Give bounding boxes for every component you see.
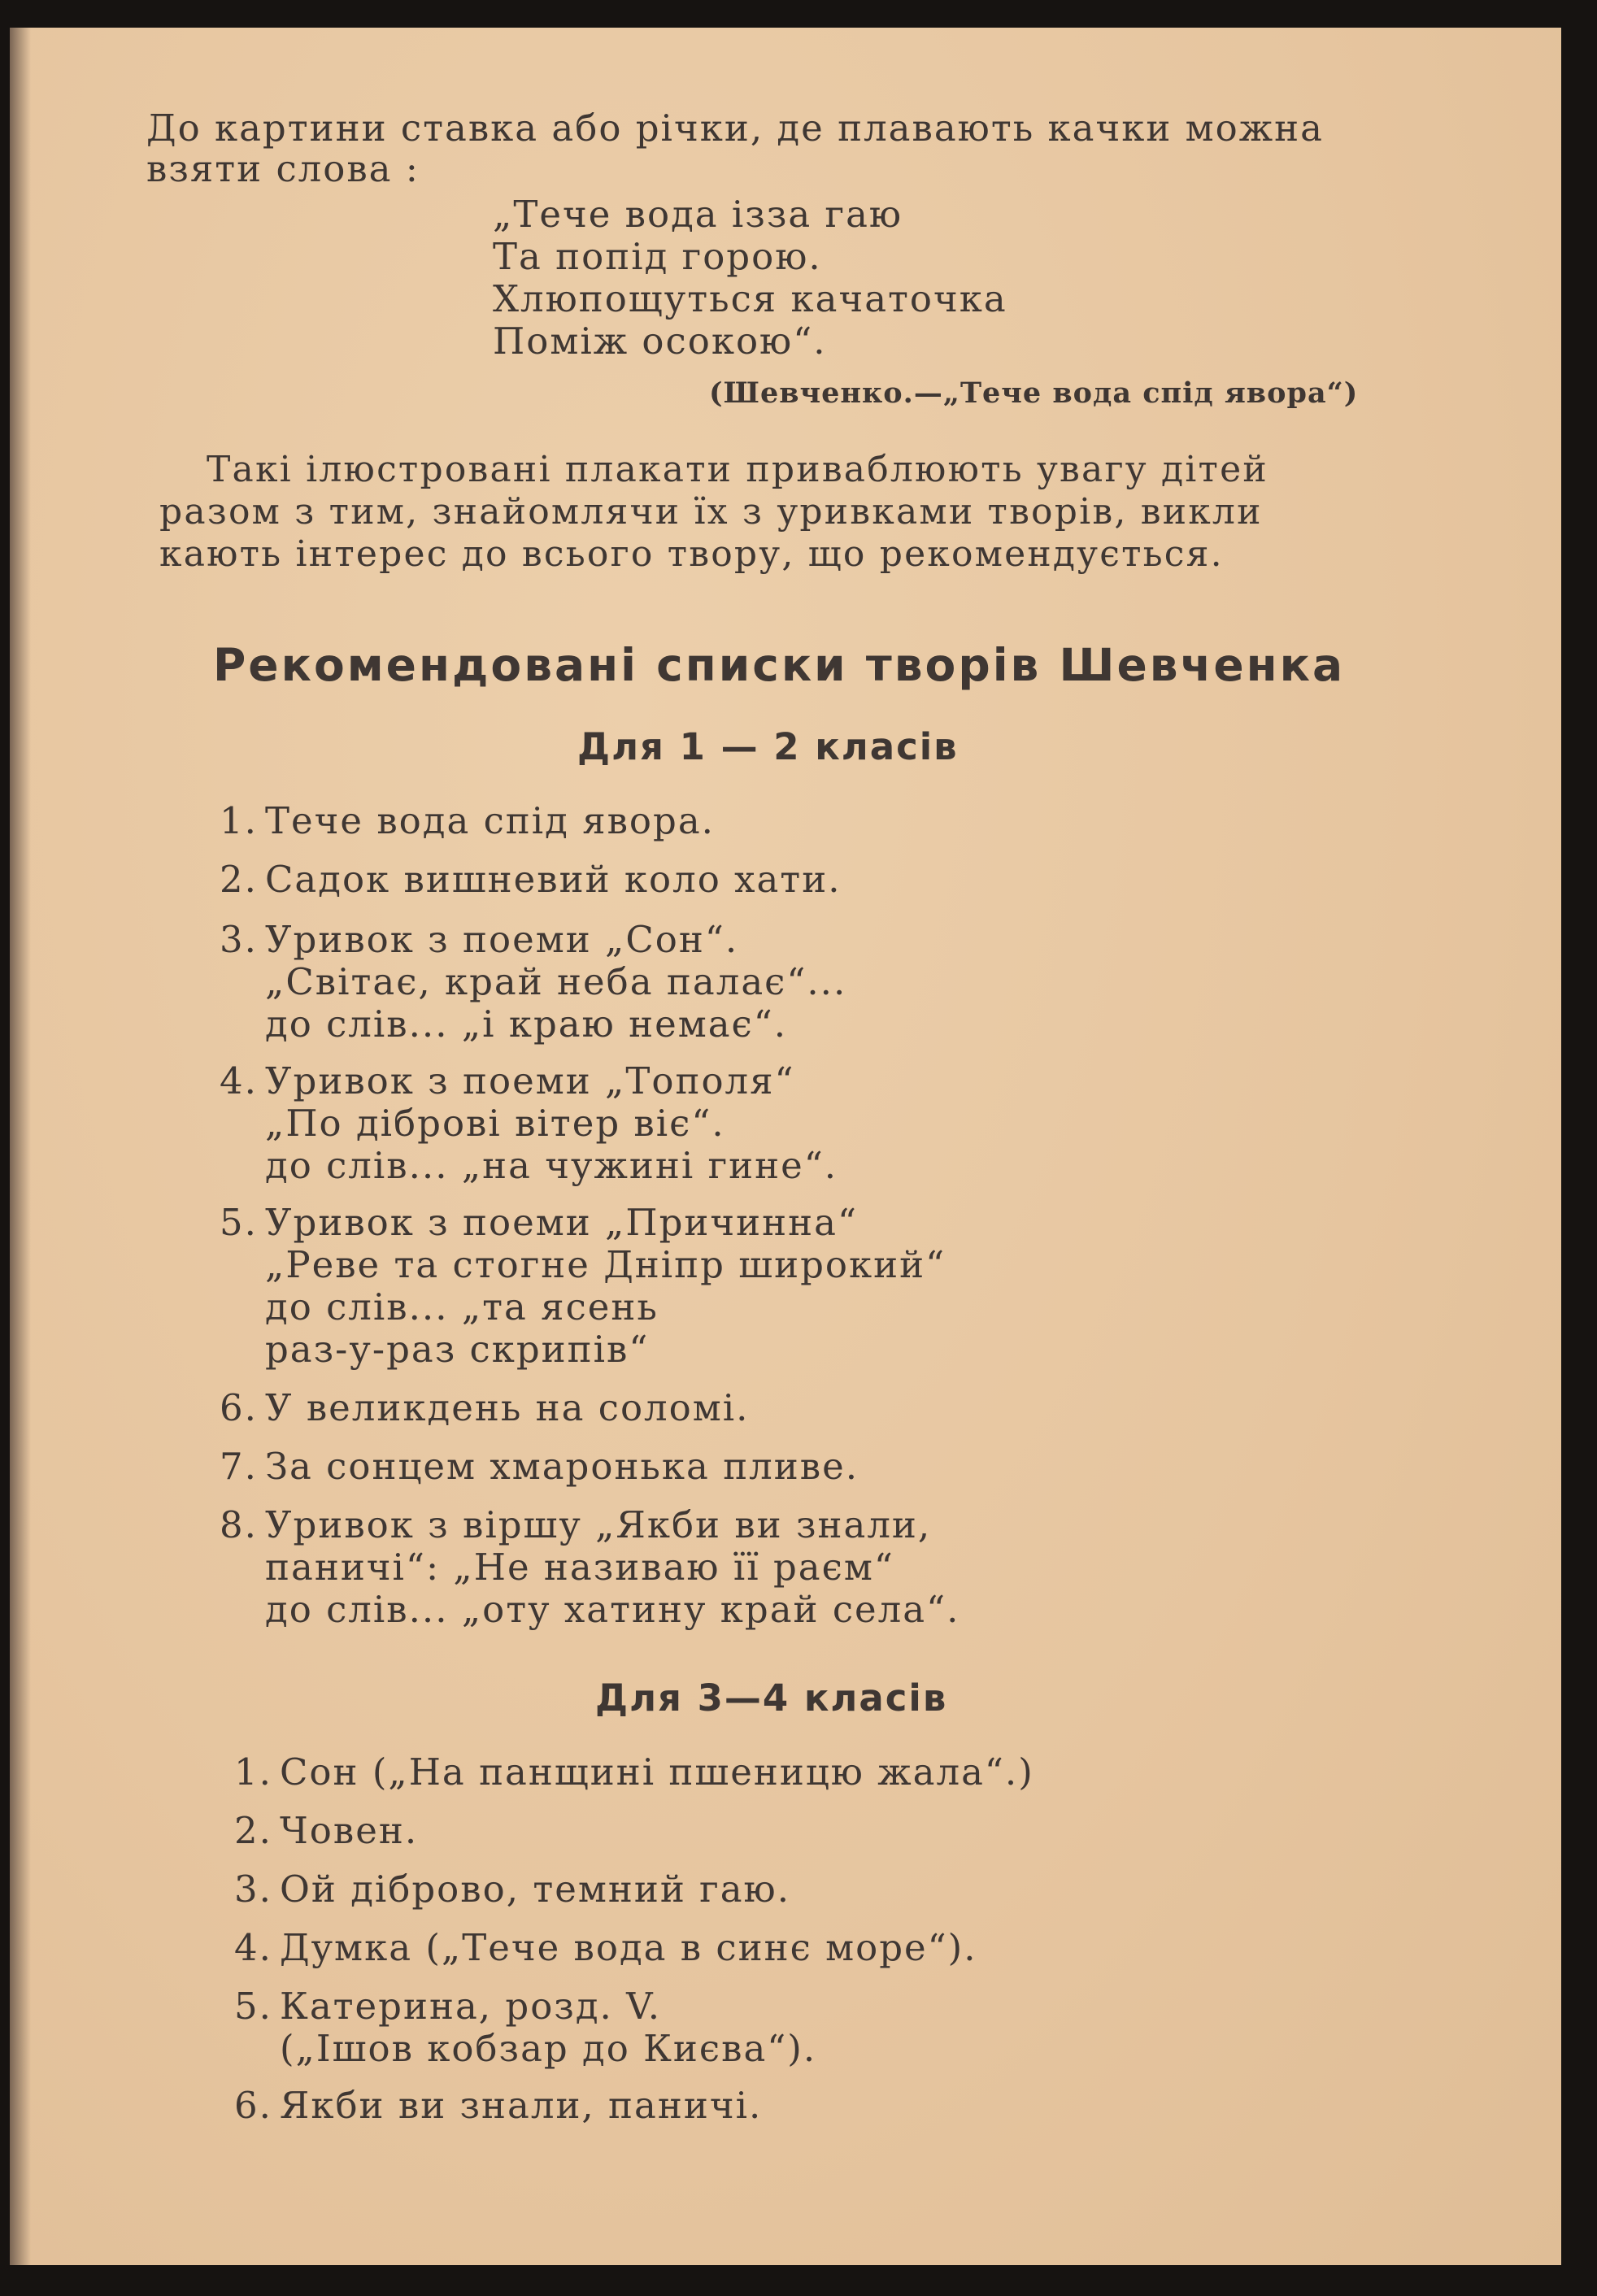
list-item-text: У великдень на соломі. (265, 1386, 750, 1429)
list-item-number: 7. (220, 1445, 258, 1488)
list-item-text: Уривок з поеми „Причинна“ (265, 1201, 858, 1244)
list-item (234, 1868, 790, 1911)
list-item-number: 5. (234, 1985, 272, 2028)
list-item (220, 1504, 960, 1631)
list-item-continuation: до слів... „і краю немає“. (265, 1002, 788, 1046)
list-item (234, 1927, 977, 1969)
list-item-text: Уривок з поеми „Сон“. (265, 918, 739, 961)
list-item-text: Думка („Тече вода в синє море“). (280, 1926, 977, 1969)
poem-source: (Шевченко.—„Тече вода спід явора“) (709, 376, 1359, 410)
list-item-number: 3. (234, 1868, 272, 1911)
poem-line-4: Поміж осокою“. (493, 320, 827, 363)
poem-line-3: Хлюпощуться качаточка (493, 277, 1007, 320)
list-item (220, 1202, 946, 1371)
list-item-continuation: паничі“: „Не називаю її раєм“ (265, 1546, 894, 1589)
list-item (234, 1985, 816, 2070)
list-item-text: Тече вода спід явора. (265, 799, 715, 842)
list-item-continuation: раз-у-раз скрипів“ (265, 1328, 650, 1371)
list-item-number: 1. (234, 1750, 272, 1794)
list-item (234, 1810, 418, 1852)
list-item-number: 8. (220, 1503, 258, 1546)
list-item-number: 4. (220, 1059, 258, 1102)
book-page (10, 28, 1561, 2265)
list-item-text: За сонцем хмаронька пливе. (265, 1445, 859, 1488)
list-item (220, 1387, 749, 1429)
list-item-continuation: „Світає, край неба палає“... (265, 960, 847, 1003)
page-spine-shadow (10, 28, 31, 2265)
list-item-text: Катерина, розд. V. (280, 1985, 662, 2028)
list-item (234, 1751, 1034, 1794)
poem-line-2: Та попід горою. (493, 235, 822, 278)
poem-line-1: „Тече вода ізза гаю (493, 193, 903, 236)
list-item-text: Садок вишневий коло хати. (265, 858, 842, 901)
list-item (220, 1446, 859, 1488)
list-item-continuation: „По діброві вітер віє“. (265, 1102, 725, 1145)
list-item-text: Сон („На панщині пшеницю жала“.) (280, 1750, 1034, 1794)
list-item-number: 1. (220, 799, 258, 842)
list-item-continuation: до слів... „оту хатину край села“. (265, 1588, 960, 1631)
list-item-number: 2. (234, 1809, 272, 1852)
list-item-continuation: до слів... „та ясень (265, 1285, 659, 1328)
list-item-text: Човен. (280, 1809, 419, 1852)
section-2-title: Для 3—4 класів (595, 1676, 948, 1720)
list-item (234, 2085, 762, 2127)
list-item-text: Якби ви знали, паничі. (280, 2084, 763, 2127)
list-item-number: 6. (220, 1386, 258, 1429)
paragraph-line-2: разом з тим, знайомлячи їх з уривками творів, викли (159, 491, 1263, 533)
section-1-title: Для 1 — 2 класів (577, 725, 959, 768)
paragraph-line-1: Такі ілюстровані плакати приваблюють увагу дітей (207, 449, 1268, 490)
list-item (220, 800, 715, 842)
paragraph-line-3: кають інтерес до всього твору, що рекомендується. (159, 533, 1224, 575)
intro-line-2: взяти слова : (146, 147, 420, 190)
list-item-number: 5. (220, 1201, 258, 1244)
list-item-number: 2. (220, 858, 258, 901)
main-heading: Рекомендовані списки творів Шевченка (213, 639, 1346, 691)
list-item (220, 919, 846, 1046)
list-item (220, 1060, 838, 1187)
list-item-text: Уривок з віршу „Якби ви знали, (265, 1503, 932, 1546)
list-item (220, 859, 842, 901)
list-item-continuation: „Реве та стогне Дніпр широкий“ (265, 1243, 946, 1286)
list-item-continuation: до слів... „на чужині гине“. (265, 1144, 838, 1187)
list-item-number: 3. (220, 918, 258, 961)
list-item-continuation: („Ішов кобзар до Києва“). (280, 2027, 817, 2070)
list-item-number: 6. (234, 2084, 272, 2127)
intro-line-1: До картини ставка або річки, де плавають качки можна (146, 107, 1324, 150)
list-item-text: Ой діброво, темний гаю. (280, 1868, 791, 1911)
list-item-number: 4. (234, 1926, 272, 1969)
list-item-text: Уривок з поеми „Тополя“ (265, 1059, 795, 1102)
